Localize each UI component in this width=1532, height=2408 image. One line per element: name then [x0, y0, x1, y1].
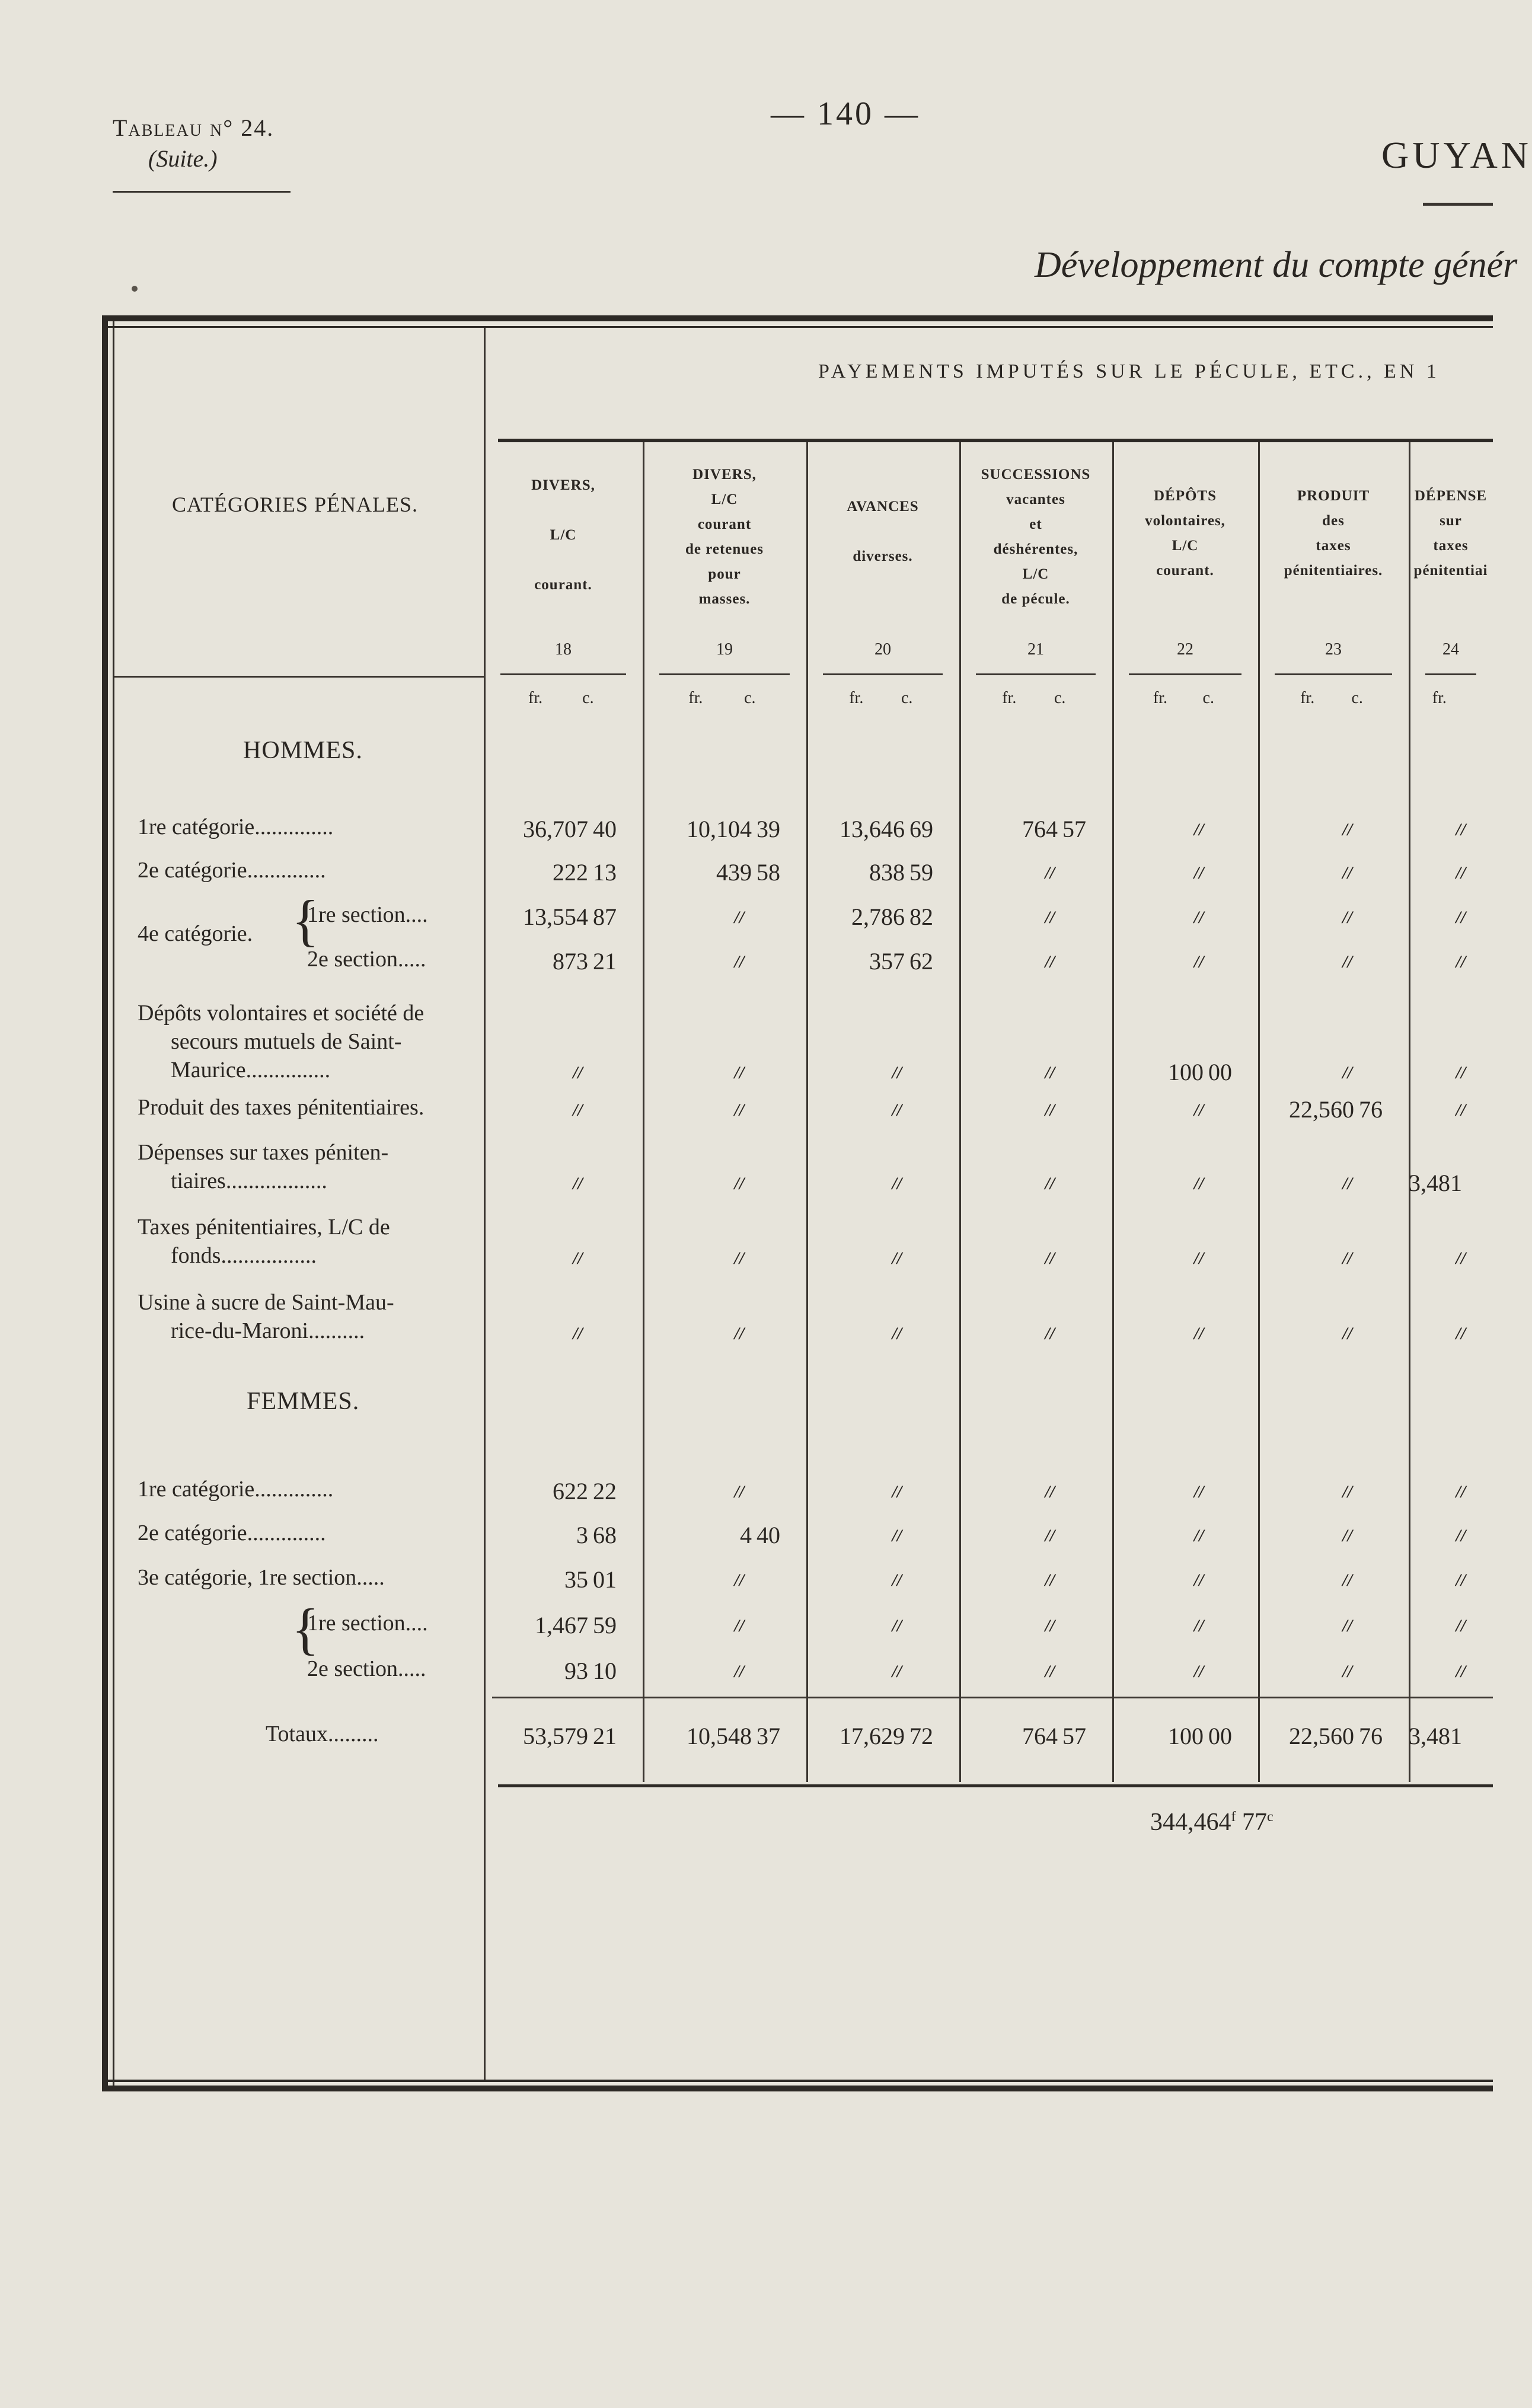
column-header-line: taxes: [1316, 538, 1351, 554]
column-header-line: AVANCES: [847, 499, 919, 515]
cell-francs: 873: [553, 948, 588, 975]
total-francs: 17,629: [840, 1723, 905, 1749]
cell-nil-mark: //: [1456, 1248, 1466, 1268]
cell-nil-mark: //: [734, 1100, 745, 1120]
cell-nil-mark: //: [1342, 1063, 1352, 1082]
cell-nil-mark: //: [1045, 1662, 1055, 1681]
cell-nil-mark: //: [1456, 1662, 1466, 1681]
cell-nil-mark: //: [892, 1063, 902, 1082]
cell-nil-mark: //: [1045, 1174, 1055, 1193]
grand-total-value: 344,464: [1150, 1809, 1231, 1836]
cell-nil-mark: //: [1342, 1324, 1352, 1343]
column-header: [1409, 484, 1493, 583]
column-header-line: taxes: [1433, 538, 1469, 554]
cell-francs: 222: [553, 859, 588, 886]
page-number: — 140 —: [771, 95, 920, 132]
column-unit-franc: fr.: [1002, 689, 1017, 707]
cell-francs: 36,707: [523, 816, 588, 842]
column-header-line: DIVERS,: [531, 477, 595, 493]
cell-nil-mark: //: [1456, 952, 1466, 972]
total-centimes: 57: [1062, 1723, 1086, 1749]
region-underline: [1423, 203, 1493, 206]
total-francs: 764: [1022, 1723, 1058, 1749]
cell-nil-mark: //: [734, 1616, 745, 1636]
total-francs: 10,548: [687, 1723, 752, 1749]
cell-nil-mark: //: [1456, 820, 1466, 839]
label-underline: [113, 191, 291, 193]
column-number-rule: [500, 673, 626, 675]
column-header-line: vacantes: [1006, 491, 1065, 507]
column-unit-franc: fr.: [688, 689, 703, 707]
payments-super-header: PAYEMENTS IMPUTÉS SUR LE PÉCULE, ETC., EN 1: [818, 360, 1440, 382]
column-number-rule: [659, 673, 790, 675]
cell-nil-mark: //: [892, 1324, 902, 1343]
grand-total-franc-mark: f: [1231, 1809, 1236, 1825]
cell-nil-mark: //: [1193, 1248, 1204, 1268]
cell-nil-mark: //: [1193, 1662, 1204, 1681]
cell-francs: 10,104: [687, 816, 752, 842]
cell-nil-mark: //: [1193, 1174, 1204, 1193]
column-header-line: pour: [708, 566, 741, 582]
super-header-rule: [498, 439, 1493, 442]
frame-left-thin: [113, 315, 114, 2091]
row-label: Maurice...............: [171, 1058, 331, 1082]
column-unit-franc: fr.: [849, 689, 864, 707]
column-unit-centime: c.: [1351, 689, 1363, 707]
cell-francs: 13,554: [523, 903, 588, 930]
frame-top-thin: [102, 326, 1493, 328]
total-centimes: 37: [757, 1723, 780, 1749]
cell-nil-mark: //: [1342, 863, 1352, 883]
cell-nil-mark: //: [734, 1174, 745, 1193]
column-header-line: courant: [697, 516, 752, 532]
stub-header: CATÉGORIES PÉNALES.: [172, 493, 419, 516]
cell-nil-mark: //: [892, 1482, 902, 1502]
cell-nil-mark: //: [1045, 1526, 1055, 1545]
cell-centimes: 22: [593, 1478, 617, 1505]
cell-centimes: 62: [909, 948, 933, 975]
row-label: 2e catégorie..............: [138, 1521, 326, 1545]
cell-nil-mark: //: [1342, 1616, 1352, 1636]
cell-nil-mark: //: [892, 1100, 902, 1120]
ink-spot: [132, 286, 138, 292]
row-label: fonds.................: [171, 1243, 317, 1268]
cell-nil-mark: //: [573, 1248, 583, 1268]
column-unit-centime: c.: [1054, 689, 1066, 707]
column-header-line: L/C: [711, 491, 738, 507]
column-number: 24: [1442, 640, 1459, 659]
column-header-line: sur: [1440, 513, 1462, 529]
column-header: [1112, 484, 1258, 583]
region-title: GUYAN: [1381, 134, 1532, 176]
cell-nil-mark: //: [1342, 908, 1352, 927]
cell-nil-mark: //: [734, 908, 745, 927]
cell-nil-mark: //: [1193, 820, 1204, 839]
cell-centimes: 01: [593, 1566, 617, 1593]
row-label: secours mutuels de Saint-: [171, 1029, 402, 1054]
column-header: [959, 462, 1112, 612]
cell-nil-mark: //: [1456, 1616, 1466, 1636]
cell-nil-mark: //: [1045, 1248, 1055, 1268]
row-label: 1re catégorie..............: [138, 1477, 334, 1502]
cell-nil-mark: //: [1342, 1174, 1352, 1193]
row-label: Produit des taxes pénitentiaires.: [138, 1095, 425, 1120]
group-brace: {: [292, 1597, 320, 1660]
cell-nil-mark: //: [1193, 908, 1204, 927]
cell-nil-mark: //: [1456, 1526, 1466, 1545]
column-number: 18: [555, 640, 572, 659]
row-label: Usine à sucre de Saint-Mau-: [138, 1290, 394, 1315]
grand-total-cent-mark: c: [1267, 1809, 1274, 1825]
column-unit-centime: c.: [582, 689, 594, 707]
column-unit-franc: fr.: [1432, 689, 1447, 707]
cell-nil-mark: //: [1342, 1570, 1352, 1590]
cell-francs: 357: [869, 948, 905, 975]
column-header-line: masses.: [698, 591, 751, 607]
row-label: 2e section.....: [307, 1656, 426, 1681]
cell-nil-mark: //: [1045, 1482, 1055, 1502]
cell-francs: 3: [576, 1522, 588, 1548]
cell-nil-mark: //: [734, 1570, 745, 1590]
total-centimes: 76: [1359, 1723, 1383, 1749]
column-unit-franc: fr.: [528, 689, 543, 707]
cell-centimes: 58: [757, 859, 780, 886]
cell-francs: 13,646: [840, 816, 905, 842]
section-title: HOMMES.: [243, 737, 363, 764]
cell-nil-mark: //: [1193, 1324, 1204, 1343]
section-title: FEMMES.: [247, 1388, 360, 1415]
column-header: [484, 473, 643, 598]
cell-nil-mark: //: [573, 1100, 583, 1120]
cell-nil-mark: //: [1456, 863, 1466, 883]
totals-rule: [492, 1697, 1493, 1698]
column-header-line: et: [1029, 516, 1042, 532]
cell-nil-mark: //: [1045, 863, 1055, 883]
column-header-line: [484, 548, 643, 573]
cell-centimes: 87: [593, 903, 617, 930]
cell-nil-mark: //: [892, 1616, 902, 1636]
column-header: [643, 462, 806, 612]
cell-francs: 4: [740, 1522, 752, 1548]
cell-centimes: 69: [909, 816, 933, 842]
cell-centimes: 40: [593, 816, 617, 842]
grand-total-cents: 77: [1242, 1809, 1267, 1836]
column-header-line: SUCCESSIONS: [981, 467, 1091, 483]
column-unit-franc: fr.: [1153, 689, 1167, 707]
cell-centimes: 59: [593, 1612, 617, 1639]
row-label: Taxes pénitentiaires, L/C de: [138, 1215, 390, 1240]
cell-nil-mark: //: [573, 1324, 583, 1343]
column-header-line: pénitentiai: [1413, 563, 1488, 579]
cell-nil-mark: //: [1193, 1482, 1204, 1502]
group-brace: {: [292, 889, 320, 952]
column-unit-centime: c.: [1202, 689, 1214, 707]
frame-left-thick: [102, 315, 108, 2091]
cell-nil-mark: //: [1045, 1324, 1055, 1343]
column-header-line: DIVERS,: [692, 467, 757, 483]
column-number-rule: [823, 673, 943, 675]
row-label: 1re section....: [307, 902, 428, 927]
column-unit-centime: c.: [744, 689, 756, 707]
cell-francs: 100: [1168, 1059, 1204, 1085]
cell-centimes: 10: [593, 1658, 617, 1684]
grand-total: [1150, 1808, 1274, 1837]
column-number-rule: [1129, 673, 1241, 675]
cell-nil-mark: //: [1193, 1616, 1204, 1636]
column-number: 23: [1325, 640, 1342, 659]
cell-nil-mark: //: [1342, 1526, 1352, 1545]
column-number-rule: [1275, 673, 1392, 675]
cell-nil-mark: //: [892, 1248, 902, 1268]
cell-nil-mark: //: [1045, 952, 1055, 972]
column-header-line: L/C: [1022, 566, 1049, 582]
cell-centimes: 21: [593, 948, 617, 975]
frame-bottom-thin: [102, 2080, 1493, 2082]
row-label: 2e section.....: [307, 947, 426, 972]
total-centimes: 00: [1208, 1723, 1232, 1749]
cell-nil-mark: //: [1193, 1100, 1204, 1120]
cell-nil-mark: //: [734, 1248, 745, 1268]
cell-nil-mark: //: [734, 1662, 745, 1681]
table-suffix: (Suite.): [148, 145, 218, 172]
cell-nil-mark: //: [1045, 908, 1055, 927]
column-header-line: de pécule.: [1001, 591, 1070, 607]
row-label: 1re section....: [307, 1611, 428, 1636]
cell-nil-mark: //: [1456, 1324, 1466, 1343]
column-number-rule: [1425, 673, 1476, 675]
row-label: 1re catégorie..............: [138, 815, 334, 839]
total-centimes: 21: [593, 1723, 617, 1749]
column-header: [806, 494, 959, 569]
cell-nil-mark: //: [1045, 1063, 1055, 1082]
cell-francs: 838: [869, 859, 905, 886]
cell-nil-mark: //: [1456, 1570, 1466, 1590]
cell-nil-mark: //: [734, 1063, 745, 1082]
cell-centimes: 59: [909, 859, 933, 886]
column-header-line: de retenues: [685, 541, 764, 557]
totals-label: Totaux.........: [266, 1722, 379, 1746]
cell-nil-mark: //: [734, 952, 745, 972]
cell-nil-mark: //: [1342, 952, 1352, 972]
total-francs: 3,481: [1409, 1723, 1462, 1749]
cell-francs: 439: [716, 859, 752, 886]
cell-nil-mark: //: [1045, 1616, 1055, 1636]
column-header: [1258, 484, 1409, 583]
column-header-line: volontaires,: [1145, 513, 1225, 529]
cell-francs: 622: [553, 1478, 588, 1505]
cell-nil-mark: //: [892, 1662, 902, 1681]
cell-centimes: 68: [593, 1522, 617, 1548]
cell-nil-mark: //: [1045, 1100, 1055, 1120]
total-centimes: 72: [909, 1723, 933, 1749]
row-label: Dépenses sur taxes péniten-: [138, 1140, 389, 1165]
row-label: rice-du-Maroni..........: [171, 1318, 365, 1343]
cell-centimes: 39: [757, 816, 780, 842]
column-unit-franc: fr.: [1300, 689, 1315, 707]
frame-bottom-thick: [102, 2086, 1493, 2091]
column-header-line: pénitentiaires.: [1284, 563, 1383, 579]
row-label: Dépôts volontaires et société de: [138, 1001, 425, 1026]
cell-nil-mark: //: [1342, 1482, 1352, 1502]
column-header-line: courant.: [534, 577, 592, 593]
cell-francs: 1,467: [535, 1612, 588, 1639]
cell-nil-mark: //: [892, 1570, 902, 1590]
cell-francs: 93: [564, 1658, 588, 1684]
cell-centimes: 13: [593, 859, 617, 886]
column-number: 21: [1027, 640, 1044, 659]
cell-nil-mark: //: [734, 1324, 745, 1343]
group-label: 4e catégorie.: [138, 921, 253, 946]
cell-nil-mark: //: [1193, 1570, 1204, 1590]
table-number: Tableau n° 24.: [113, 114, 275, 141]
column-header-line: [484, 498, 643, 523]
frame-top-thick: [102, 315, 1493, 321]
column-header-line: L/C: [1172, 538, 1199, 554]
cell-nil-mark: //: [1456, 908, 1466, 927]
column-number: 19: [716, 640, 733, 659]
cell-nil-mark: //: [1456, 1063, 1466, 1082]
cell-nil-mark: //: [573, 1063, 583, 1082]
cell-centimes: 57: [1062, 816, 1086, 842]
total-francs: 100: [1168, 1723, 1204, 1749]
total-francs: 22,560: [1289, 1723, 1354, 1749]
stub-header-rule: [114, 676, 484, 678]
column-header-line: DÉPÔTS: [1153, 488, 1217, 504]
column-unit-centime: c.: [901, 689, 913, 707]
column-number-rule: [976, 673, 1096, 675]
column-header-line: [806, 519, 959, 544]
column-header-line: DÉPENSE: [1414, 488, 1488, 504]
column-number: 20: [874, 640, 891, 659]
cell-nil-mark: //: [1342, 1662, 1352, 1681]
total-francs: 53,579: [523, 1723, 588, 1749]
cell-nil-mark: //: [734, 1482, 745, 1502]
cell-francs: 3,481: [1409, 1170, 1462, 1196]
cell-nil-mark: //: [892, 1526, 902, 1545]
column-header-line: déshérentes,: [993, 541, 1078, 557]
cell-nil-mark: //: [892, 1174, 902, 1193]
cell-francs: 2,786: [851, 903, 905, 930]
cell-francs: 22,560: [1289, 1096, 1354, 1123]
cell-nil-mark: //: [1456, 1482, 1466, 1502]
cell-nil-mark: //: [573, 1174, 583, 1193]
row-label: tiaires..................: [171, 1168, 327, 1193]
cell-nil-mark: //: [1456, 1100, 1466, 1120]
cell-centimes: 40: [757, 1522, 780, 1548]
cell-centimes: 00: [1208, 1059, 1232, 1085]
bottom-rule: [498, 1784, 1493, 1787]
column-header-line: L/C: [550, 527, 577, 543]
page-subtitle: Développement du compte génér: [1035, 245, 1518, 285]
column-header-line: courant.: [1156, 563, 1214, 579]
cell-nil-mark: //: [1045, 1570, 1055, 1590]
cell-centimes: 76: [1359, 1096, 1383, 1123]
cell-francs: 764: [1022, 816, 1058, 842]
column-header-line: diverses.: [853, 548, 913, 564]
row-label: 2e catégorie..............: [138, 858, 326, 883]
cell-francs: 35: [564, 1566, 588, 1593]
cell-nil-mark: //: [1193, 863, 1204, 883]
column-header-line: des: [1322, 513, 1345, 529]
cell-nil-mark: //: [1342, 1248, 1352, 1268]
cell-centimes: 82: [909, 903, 933, 930]
cell-nil-mark: //: [1193, 952, 1204, 972]
cell-nil-mark: //: [1193, 1526, 1204, 1545]
table-label: [113, 113, 274, 174]
cell-nil-mark: //: [1342, 820, 1352, 839]
column-header-line: PRODUIT: [1297, 488, 1370, 504]
row-label: 3e catégorie, 1re section.....: [138, 1565, 385, 1590]
column-number: 22: [1177, 640, 1193, 659]
